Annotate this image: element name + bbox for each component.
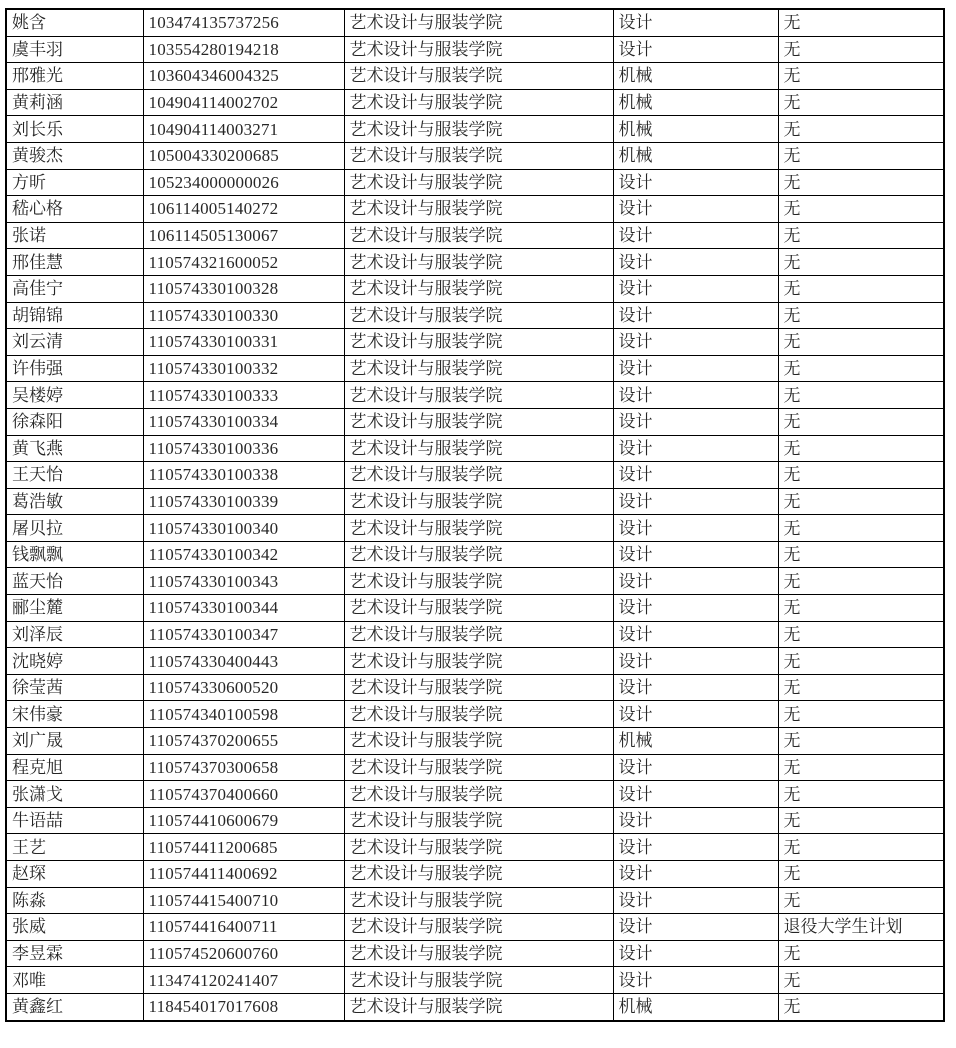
name-cell: 虞丰羽 (6, 36, 143, 63)
remark-cell: 无 (778, 701, 944, 728)
name-cell: 宋伟豪 (6, 701, 143, 728)
name-cell: 赵琛 (6, 861, 143, 888)
major-cell: 机械 (613, 63, 778, 90)
remark-cell: 无 (778, 887, 944, 914)
table-row (6, 382, 944, 409)
remark-cell: 无 (778, 648, 944, 675)
exam-number-cell: 110574411200685 (143, 834, 344, 861)
exam-number-cell: 110574330100330 (143, 302, 344, 329)
name-cell: 沈晓婷 (6, 648, 143, 675)
college-cell: 艺术设计与服装学院 (344, 993, 613, 1020)
college-cell: 艺术设计与服装学院 (344, 754, 613, 781)
major-cell: 机械 (613, 89, 778, 116)
remark-cell: 无 (778, 408, 944, 435)
remark-cell: 无 (778, 781, 944, 808)
exam-number-cell: 110574330100336 (143, 435, 344, 462)
remark-cell: 无 (778, 116, 944, 143)
name-cell: 王艺 (6, 834, 143, 861)
major-cell: 设计 (613, 621, 778, 648)
name-cell: 刘长乐 (6, 116, 143, 143)
exam-number-cell: 110574411400692 (143, 861, 344, 888)
college-cell: 艺术设计与服装学院 (344, 435, 613, 462)
remark-cell: 无 (778, 302, 944, 329)
table-row (6, 488, 944, 515)
exam-number-cell: 110574340100598 (143, 701, 344, 728)
exam-number-cell: 110574370200655 (143, 728, 344, 755)
remark-cell: 退役大学生计划 (778, 914, 944, 941)
major-cell: 设计 (613, 355, 778, 382)
exam-number-cell: 110574330100340 (143, 515, 344, 542)
exam-number-cell: 110574370300658 (143, 754, 344, 781)
exam-number-cell: 104904114003271 (143, 116, 344, 143)
major-cell: 设计 (613, 408, 778, 435)
major-cell: 设计 (613, 701, 778, 728)
major-cell: 设计 (613, 462, 778, 489)
exam-number-cell: 110574330100328 (143, 275, 344, 302)
name-cell: 张诺 (6, 222, 143, 249)
college-cell: 艺术设计与服装学院 (344, 967, 613, 994)
table-row (6, 462, 944, 489)
exam-number-cell: 110574416400711 (143, 914, 344, 941)
remark-cell: 无 (778, 142, 944, 169)
college-cell: 艺术设计与服装学院 (344, 329, 613, 356)
major-cell: 设计 (613, 807, 778, 834)
table-row (6, 36, 944, 63)
major-cell: 设计 (613, 674, 778, 701)
remark-cell: 无 (778, 196, 944, 223)
exam-number-cell: 103604346004325 (143, 63, 344, 90)
remark-cell: 无 (778, 9, 944, 36)
remark-cell: 无 (778, 435, 944, 462)
name-cell: 葛浩敏 (6, 488, 143, 515)
remark-cell: 无 (778, 993, 944, 1020)
major-cell: 设计 (613, 541, 778, 568)
table-row (6, 329, 944, 356)
table-row (6, 887, 944, 914)
table-row (6, 116, 944, 143)
name-cell: 徐莹茜 (6, 674, 143, 701)
table-row (6, 9, 944, 36)
remark-cell: 无 (778, 807, 944, 834)
table-row (6, 967, 944, 994)
remark-cell: 无 (778, 861, 944, 888)
college-cell: 艺术设计与服装学院 (344, 142, 613, 169)
college-cell: 艺术设计与服装学院 (344, 249, 613, 276)
remark-cell: 无 (778, 940, 944, 967)
table-row (6, 861, 944, 888)
major-cell: 设计 (613, 754, 778, 781)
exam-number-cell: 110574410600679 (143, 807, 344, 834)
major-cell: 设计 (613, 382, 778, 409)
exam-number-cell: 105234000000026 (143, 169, 344, 196)
exam-number-cell: 110574330100343 (143, 568, 344, 595)
exam-number-cell: 110574330100331 (143, 329, 344, 356)
exam-number-cell: 106114505130067 (143, 222, 344, 249)
exam-number-cell: 113474120241407 (143, 967, 344, 994)
remark-cell: 无 (778, 754, 944, 781)
remark-cell: 无 (778, 967, 944, 994)
college-cell: 艺术设计与服装学院 (344, 488, 613, 515)
major-cell: 设计 (613, 275, 778, 302)
remark-cell: 无 (778, 382, 944, 409)
exam-number-cell: 110574330100333 (143, 382, 344, 409)
table-row (6, 728, 944, 755)
table-row (6, 275, 944, 302)
exam-number-cell: 110574330600520 (143, 674, 344, 701)
table-row (6, 541, 944, 568)
major-cell: 设计 (613, 781, 778, 808)
major-cell: 设计 (613, 568, 778, 595)
name-cell: 李昱霖 (6, 940, 143, 967)
name-cell: 陈淼 (6, 887, 143, 914)
major-cell: 设计 (613, 329, 778, 356)
remark-cell: 无 (778, 89, 944, 116)
name-cell: 邓唯 (6, 967, 143, 994)
major-cell: 设计 (613, 222, 778, 249)
college-cell: 艺术设计与服装学院 (344, 169, 613, 196)
college-cell: 艺术设计与服装学院 (344, 568, 613, 595)
name-cell: 黄鑫红 (6, 993, 143, 1020)
college-cell: 艺术设计与服装学院 (344, 63, 613, 90)
exam-number-cell: 118454017017608 (143, 993, 344, 1020)
major-cell: 机械 (613, 116, 778, 143)
remark-cell: 无 (778, 169, 944, 196)
remark-cell: 无 (778, 674, 944, 701)
exam-number-cell: 110574330100334 (143, 408, 344, 435)
major-cell: 设计 (613, 249, 778, 276)
major-cell: 设计 (613, 169, 778, 196)
remark-cell: 无 (778, 222, 944, 249)
major-cell: 设计 (613, 488, 778, 515)
name-cell: 黄骏杰 (6, 142, 143, 169)
table-row (6, 355, 944, 382)
college-cell: 艺术设计与服装学院 (344, 275, 613, 302)
college-cell: 艺术设计与服装学院 (344, 648, 613, 675)
college-cell: 艺术设计与服装学院 (344, 515, 613, 542)
table-row (6, 196, 944, 223)
name-cell: 刘广晟 (6, 728, 143, 755)
major-cell: 设计 (613, 595, 778, 622)
table-row (6, 169, 944, 196)
roster-body (6, 9, 944, 1021)
table-row (6, 807, 944, 834)
major-cell: 设计 (613, 967, 778, 994)
name-cell: 黄莉涵 (6, 89, 143, 116)
major-cell: 设计 (613, 887, 778, 914)
remark-cell: 无 (778, 834, 944, 861)
major-cell: 机械 (613, 728, 778, 755)
table-row (6, 222, 944, 249)
name-cell: 嵇心格 (6, 196, 143, 223)
table-row (6, 914, 944, 941)
name-cell: 张潇戈 (6, 781, 143, 808)
college-cell: 艺术设计与服装学院 (344, 834, 613, 861)
remark-cell: 无 (778, 63, 944, 90)
major-cell: 设计 (613, 648, 778, 675)
exam-number-cell: 110574520600760 (143, 940, 344, 967)
table-row (6, 568, 944, 595)
major-cell: 设计 (613, 36, 778, 63)
remark-cell: 无 (778, 568, 944, 595)
college-cell: 艺术设计与服装学院 (344, 887, 613, 914)
name-cell: 姚含 (6, 9, 143, 36)
name-cell: 黄飞燕 (6, 435, 143, 462)
remark-cell: 无 (778, 488, 944, 515)
college-cell: 艺术设计与服装学院 (344, 728, 613, 755)
exam-number-cell: 103474135737256 (143, 9, 344, 36)
college-cell: 艺术设计与服装学院 (344, 940, 613, 967)
college-cell: 艺术设计与服装学院 (344, 541, 613, 568)
major-cell: 设计 (613, 914, 778, 941)
college-cell: 艺术设计与服装学院 (344, 674, 613, 701)
exam-number-cell: 106114005140272 (143, 196, 344, 223)
table-row (6, 142, 944, 169)
college-cell: 艺术设计与服装学院 (344, 914, 613, 941)
table-row (6, 754, 944, 781)
name-cell: 程克旭 (6, 754, 143, 781)
major-cell: 设计 (613, 940, 778, 967)
college-cell: 艺术设计与服装学院 (344, 408, 613, 435)
table-row (6, 701, 944, 728)
table-row (6, 249, 944, 276)
name-cell: 邢雅光 (6, 63, 143, 90)
college-cell: 艺术设计与服装学院 (344, 807, 613, 834)
exam-number-cell: 110574370400660 (143, 781, 344, 808)
name-cell: 刘云清 (6, 329, 143, 356)
college-cell: 艺术设计与服装学院 (344, 382, 613, 409)
table-row (6, 621, 944, 648)
table-row (6, 302, 944, 329)
major-cell: 机械 (613, 993, 778, 1020)
college-cell: 艺术设计与服装学院 (344, 595, 613, 622)
exam-number-cell: 110574330100342 (143, 541, 344, 568)
college-cell: 艺术设计与服装学院 (344, 9, 613, 36)
college-cell: 艺术设计与服装学院 (344, 621, 613, 648)
college-cell: 艺术设计与服装学院 (344, 302, 613, 329)
major-cell: 设计 (613, 435, 778, 462)
table-row (6, 408, 944, 435)
exam-number-cell: 110574330100339 (143, 488, 344, 515)
name-cell: 牛语喆 (6, 807, 143, 834)
remark-cell: 无 (778, 329, 944, 356)
college-cell: 艺术设计与服装学院 (344, 462, 613, 489)
major-cell: 设计 (613, 196, 778, 223)
exam-number-cell: 110574415400710 (143, 887, 344, 914)
college-cell: 艺术设计与服装学院 (344, 116, 613, 143)
name-cell: 许伟强 (6, 355, 143, 382)
exam-number-cell: 110574330100332 (143, 355, 344, 382)
major-cell: 设计 (613, 834, 778, 861)
college-cell: 艺术设计与服装学院 (344, 196, 613, 223)
table-row (6, 595, 944, 622)
name-cell: 钱飘飘 (6, 541, 143, 568)
name-cell: 吴楼婷 (6, 382, 143, 409)
remark-cell: 无 (778, 515, 944, 542)
name-cell: 屠贝拉 (6, 515, 143, 542)
major-cell: 设计 (613, 515, 778, 542)
name-cell: 蓝天怡 (6, 568, 143, 595)
college-cell: 艺术设计与服装学院 (344, 355, 613, 382)
remark-cell: 无 (778, 249, 944, 276)
remark-cell: 无 (778, 595, 944, 622)
exam-number-cell: 110574330100338 (143, 462, 344, 489)
name-cell: 张威 (6, 914, 143, 941)
major-cell: 机械 (613, 142, 778, 169)
college-cell: 艺术设计与服装学院 (344, 222, 613, 249)
table-row (6, 515, 944, 542)
college-cell: 艺术设计与服装学院 (344, 861, 613, 888)
table-row (6, 834, 944, 861)
name-cell: 徐森阳 (6, 408, 143, 435)
remark-cell: 无 (778, 541, 944, 568)
exam-number-cell: 110574330100347 (143, 621, 344, 648)
exam-number-cell: 110574330400443 (143, 648, 344, 675)
exam-number-cell: 110574321600052 (143, 249, 344, 276)
table-row (6, 89, 944, 116)
remark-cell: 无 (778, 36, 944, 63)
remark-cell: 无 (778, 728, 944, 755)
table-row (6, 435, 944, 462)
student-roster-table (5, 8, 945, 1022)
name-cell: 王天怡 (6, 462, 143, 489)
major-cell: 设计 (613, 302, 778, 329)
college-cell: 艺术设计与服装学院 (344, 781, 613, 808)
remark-cell: 无 (778, 621, 944, 648)
name-cell: 刘泽辰 (6, 621, 143, 648)
table-row (6, 674, 944, 701)
name-cell: 方昕 (6, 169, 143, 196)
college-cell: 艺术设计与服装学院 (344, 36, 613, 63)
remark-cell: 无 (778, 275, 944, 302)
name-cell: 邢佳慧 (6, 249, 143, 276)
major-cell: 设计 (613, 861, 778, 888)
exam-number-cell: 110574330100344 (143, 595, 344, 622)
college-cell: 艺术设计与服装学院 (344, 89, 613, 116)
table-row (6, 648, 944, 675)
exam-number-cell: 105004330200685 (143, 142, 344, 169)
table-row (6, 940, 944, 967)
table-row (6, 781, 944, 808)
exam-number-cell: 103554280194218 (143, 36, 344, 63)
name-cell: 胡锦锦 (6, 302, 143, 329)
table-row (6, 993, 944, 1020)
major-cell: 设计 (613, 9, 778, 36)
table-row (6, 63, 944, 90)
college-cell: 艺术设计与服装学院 (344, 701, 613, 728)
name-cell: 郦尘麓 (6, 595, 143, 622)
exam-number-cell: 104904114002702 (143, 89, 344, 116)
remark-cell: 无 (778, 355, 944, 382)
name-cell: 高佳宁 (6, 275, 143, 302)
remark-cell: 无 (778, 462, 944, 489)
